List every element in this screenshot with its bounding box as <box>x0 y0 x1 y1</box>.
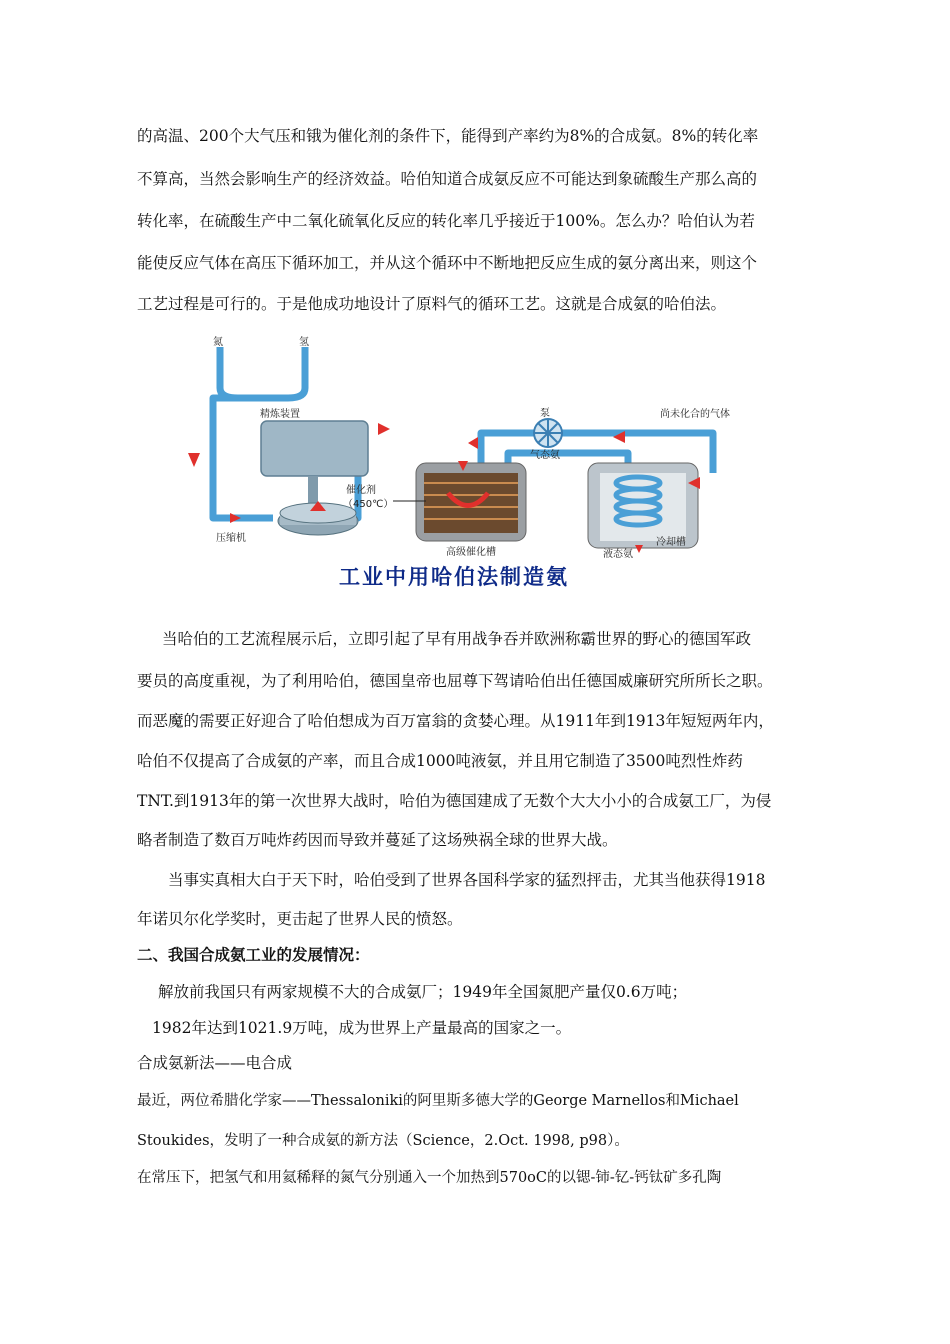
paragraph-line: 工艺过程是可行的。于是他成功地设计了原料气的循环工艺。这就是合成氨的哈伯法。 <box>137 295 727 313</box>
haber-process-diagram <box>168 333 740 589</box>
label-temperature: （450℃） <box>343 499 394 510</box>
figure-caption: 工业中用哈伯法制造氨 <box>339 565 569 589</box>
paragraph-line: TNT.到1913年的第一次世界大战时，哈伯为德国建成了无数个大大小小的合成氨工厂，为侵 <box>137 792 772 810</box>
paragraph-line: 当哈伯的工艺流程展示后，立即引起了早有用战争吞并欧洲称霸世界的野心的德国军政 <box>162 630 752 648</box>
paragraph-line: 的高温、200个大气压和锇为催化剂的条件下，能得到产率约为8%的合成氨。8%的转化率 <box>137 127 759 145</box>
paragraph-line: Stoukides，发明了一种合成氨的新方法（Science，2.Oct. 1998, p98）。 <box>137 1133 629 1149</box>
refiner-tank <box>261 421 368 476</box>
paragraph-line: 年诺贝尔化学奖时，更击起了世界人民的愤怒。 <box>137 910 463 928</box>
section-heading: 二、我国合成氨工业的发展情况： <box>137 946 370 964</box>
paragraph-line: 当事实真相大白于天下时，哈伯受到了世界各国科学家的猛烈抨击，尤其当他获得1918 <box>168 871 766 889</box>
label-pump: 泵 <box>540 408 550 419</box>
paragraph-line: 在常压下，把氢气和用氦稀释的氮气分别通入一个加热到570oC的以锶-铈-钇-钙钛矿多孔陶 <box>137 1170 722 1186</box>
diagram-svg <box>168 333 740 558</box>
paragraph-line: 不算高，当然会影响生产的经济效益。哈伯知道合成氨反应不可能达到象硫酸生产那么高的 <box>137 170 758 188</box>
paragraph-line: 略者制造了数百万吨炸药因而导致并蔓延了这场殃祸全球的世界大战。 <box>137 831 618 849</box>
hydrogen-pipe <box>263 347 305 398</box>
label-catalyst: 催化剂 <box>346 485 376 496</box>
paragraph-line: 解放前我国只有两家规模不大的合成氨厂；1949年全国氮肥产量仅0.6万吨； <box>158 983 688 1001</box>
label-cooler: 冷却槽 <box>656 537 686 548</box>
subsection-title: 合成氨新法——电合成 <box>137 1054 293 1072</box>
paragraph-line: 而恶魔的需要正好迎合了哈伯想成为百万富翁的贪婪心理。从1911年到1913年短短两年内， <box>137 712 774 730</box>
nitrogen-pipe <box>220 347 263 398</box>
label-compressor: 压缩机 <box>216 533 246 544</box>
paragraph-line: 要员的高度重视，为了利用哈伯，德国皇帝也屈尊下驾请哈伯出任德国威廉研究所所长之职。 <box>137 672 773 690</box>
label-gaseous-ammonia: 气态氨 <box>530 450 560 461</box>
paragraph-line: 转化率，在硫酸生产中二氧化硫氧化反应的转化率几乎接近于100%。怎么办？哈伯认为若 <box>137 212 755 230</box>
paragraph-line: 最近，两位希腊化学家——Thessaloniki的阿里斯多德大学的George Marnellos和Michael <box>137 1093 739 1109</box>
label-refiner: 精炼装置 <box>260 409 300 420</box>
paragraph-line: 1982年达到1021.9万吨，成为世界上产量最高的国家之一。 <box>152 1019 572 1037</box>
paragraph-line: 能使反应气体在高压下循环加工，并从这个循环中不断地把反应生成的氨分离出来，则这个 <box>137 254 758 272</box>
label-hydrogen: 氢 <box>299 337 309 348</box>
label-unreacted-gas: 尚未化合的气体 <box>660 409 730 420</box>
paragraph-line: 哈伯不仅提高了合成氨的产率，而且合成1000吨液氨，并且用它制造了3500吨烈性炸药 <box>137 752 743 770</box>
label-liquid-ammonia: 液态氨 <box>603 549 633 558</box>
label-reactor: 高级催化槽 <box>446 547 496 558</box>
label-nitrogen: 氮 <box>213 337 223 348</box>
